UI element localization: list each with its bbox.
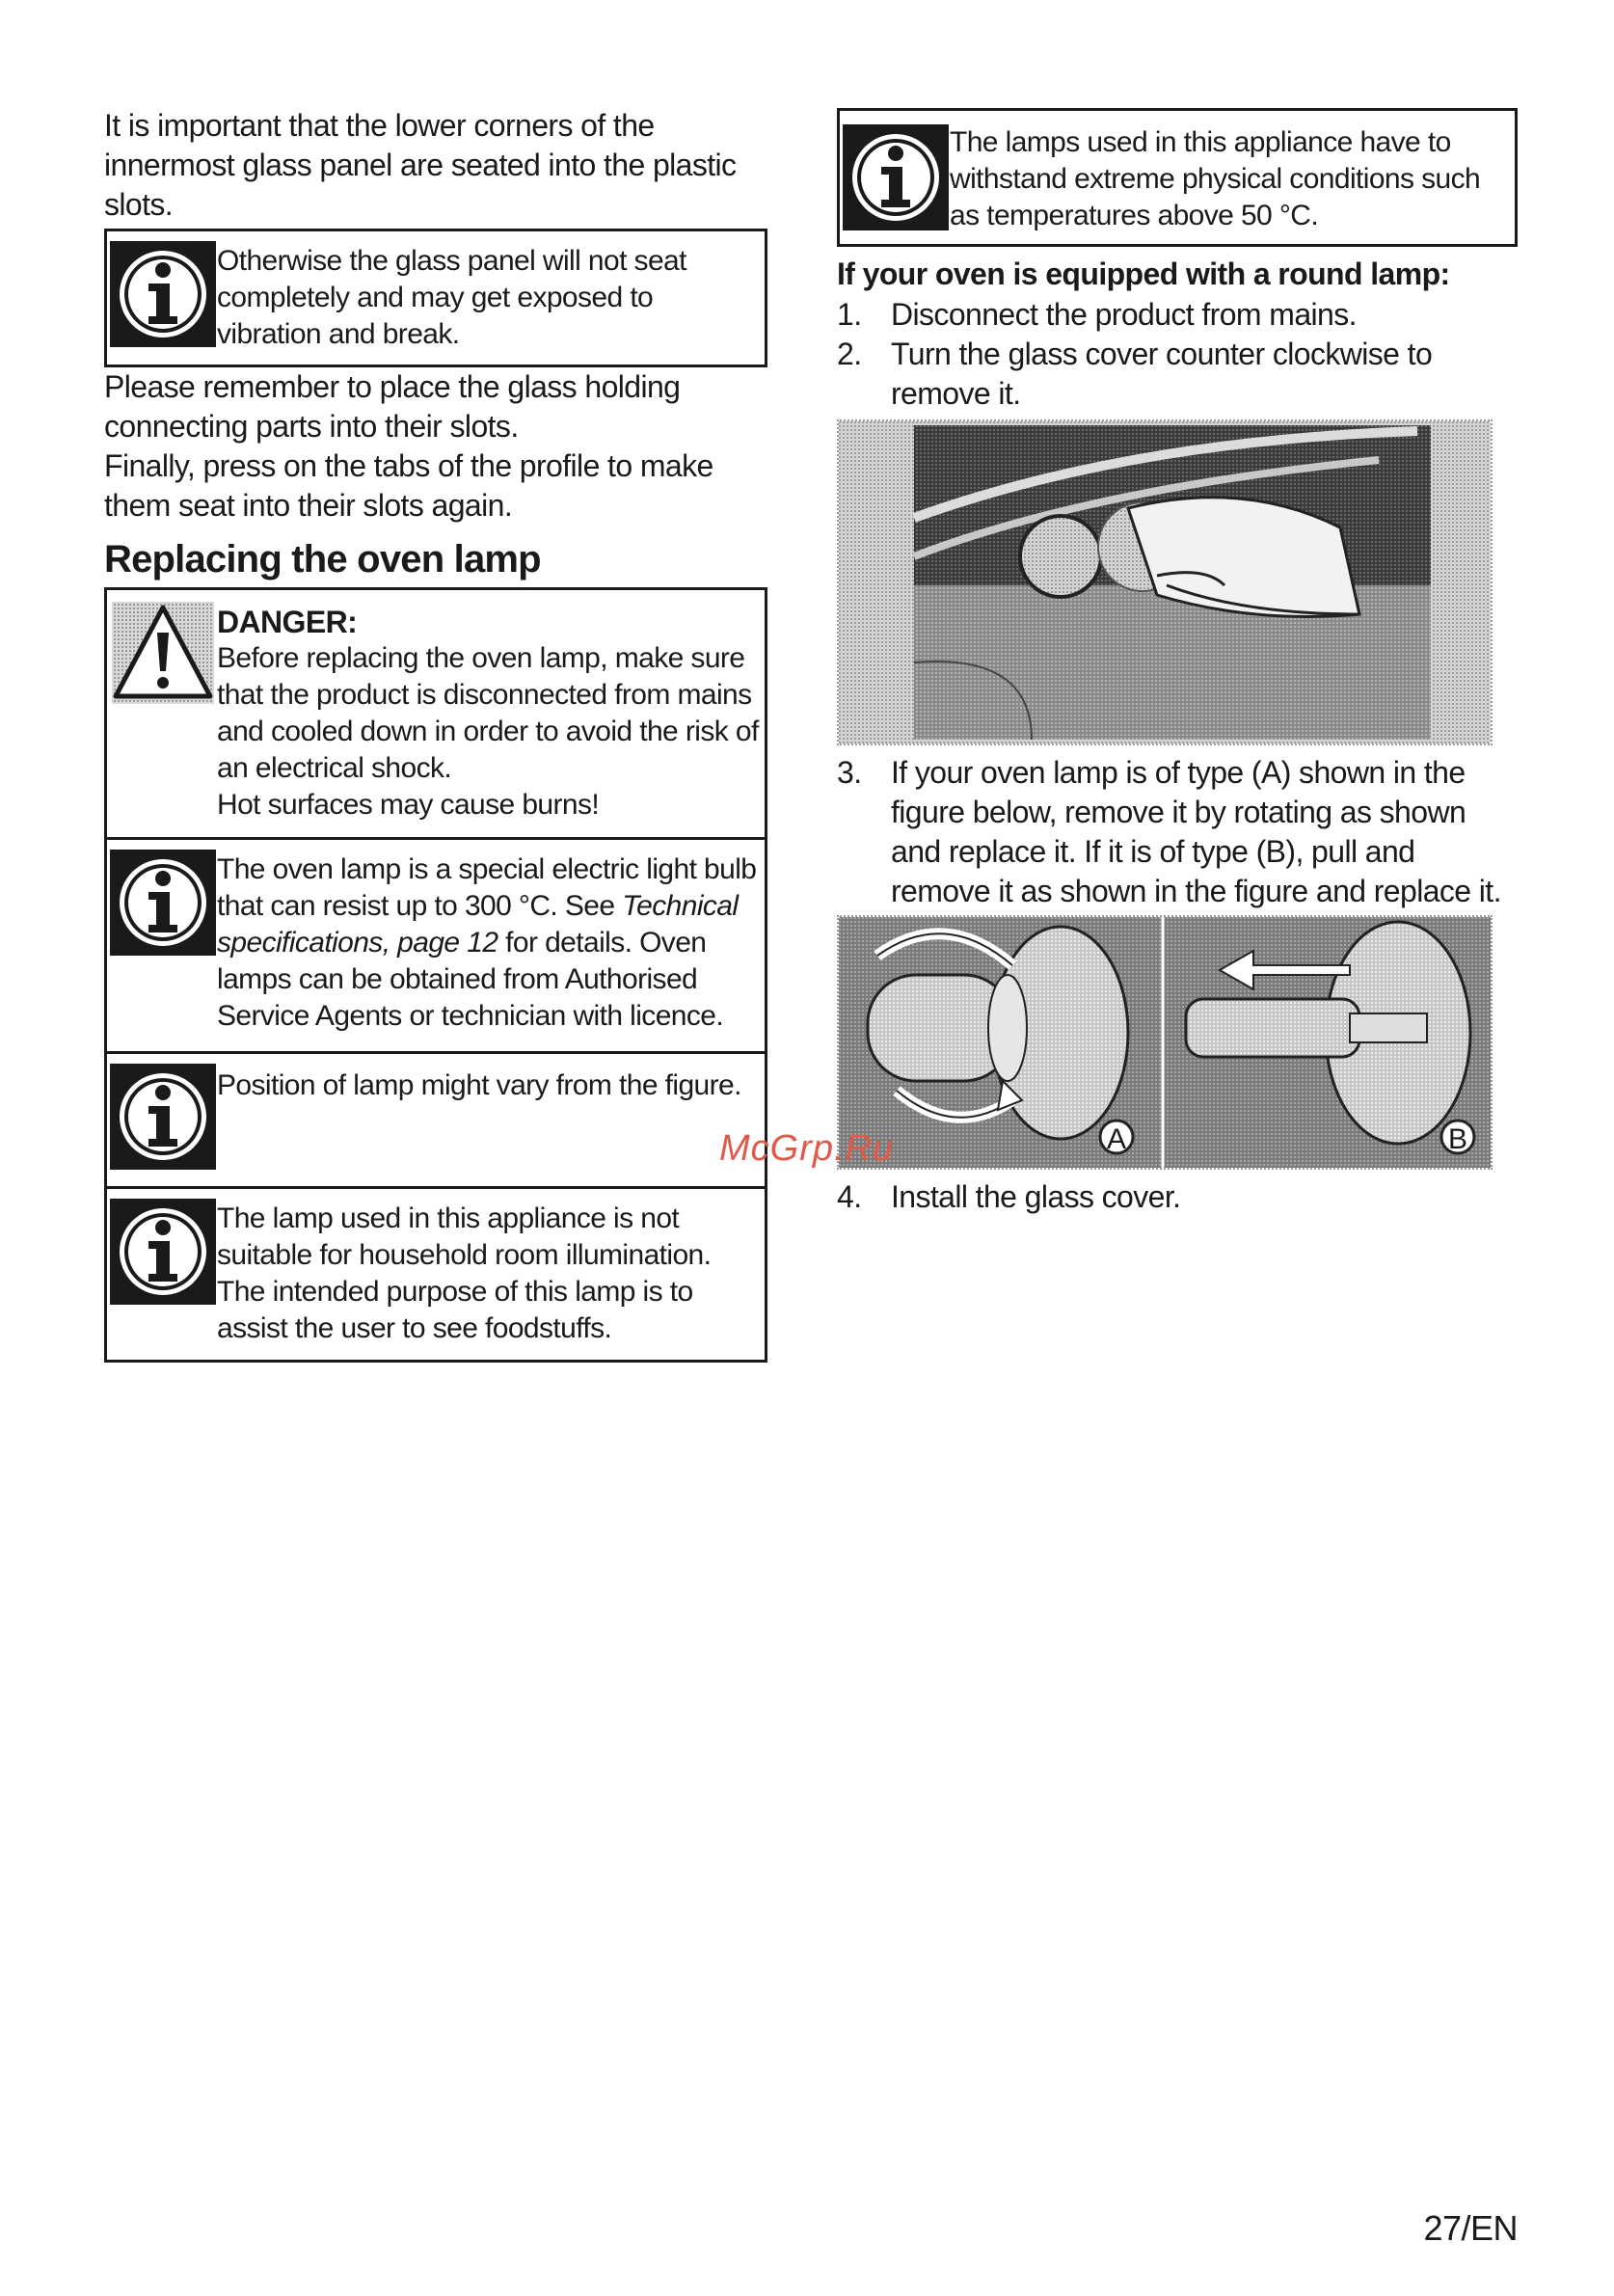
info-icon [110, 241, 216, 347]
intro-paragraph: It is important that the lower corners of the innermost glass panel are seated into the plastic slots. [104, 108, 737, 222]
step-1 [837, 295, 1518, 335]
danger-hot-surfaces: Hot surfaces may cause burns! [217, 789, 600, 821]
step-4 [837, 1177, 1518, 1217]
watermark: McGrp.Ru [719, 1128, 895, 1169]
label-b: B [1447, 1123, 1468, 1155]
danger-text [217, 590, 765, 831]
right-column [837, 108, 1518, 1217]
note-text: Position of lamp might vary from the figure. [217, 1069, 741, 1101]
replacement-steps [837, 295, 1518, 414]
page-number: 27/EN [1423, 2208, 1518, 2248]
info-icon [110, 1199, 216, 1305]
lamp-types-figure [837, 915, 1493, 1170]
danger-title: DANGER: [217, 605, 358, 639]
step-number: 4. [837, 1179, 862, 1214]
note-text: The lamps used in this appliance have to withstand extreme physical conditions such as temperatures above 50 °C. [950, 126, 1481, 231]
step-number: 2. [837, 337, 862, 371]
press-tabs-paragraph: Finally, press on the tabs of the profile to make them seat into their slots again. [104, 448, 713, 523]
danger-body: Before replacing the oven lamp, make sure that the product is disconnected from mains and cooled down in order to avoid the risk of an electrical shock. [217, 642, 759, 784]
lamp-types-illustration [839, 917, 1491, 1168]
step-text: If your oven lamp is of type (A) shown in the figure below, remove it by rotating as shown and replace it. If it is of type (B), pull and remove it as shown in the figure and replace it. [891, 755, 1501, 908]
info-icon [110, 850, 216, 956]
note-text: Otherwise the glass panel will not seat completely and may get exposed to vibration and break. [217, 245, 686, 350]
glass-cover-illustration [839, 421, 1491, 743]
section-title: Replacing the oven lamp [104, 538, 541, 581]
step-number: 3. [837, 755, 862, 790]
glass-holding-paragraph: Please remember to place the glass holding connecting parts into their slots. [104, 369, 681, 444]
info-icon [843, 124, 949, 230]
step-text: Install the glass cover. [891, 1179, 1181, 1214]
replacement-steps-final [837, 1177, 1518, 1217]
info-note-lamp-position [104, 1054, 767, 1189]
info-icon [110, 1064, 216, 1170]
info-note-lamp-purpose [104, 1189, 767, 1363]
step-text: Disconnect the product from mains. [891, 297, 1357, 332]
step-2 [837, 335, 1518, 414]
step-number: 1. [837, 297, 862, 332]
note-text-before: The oven lamp is a special electric light bulb that can resist up to 300 °C. See [217, 853, 757, 922]
danger-note [104, 587, 767, 840]
info-note-glass-panel [104, 229, 767, 367]
note-text [217, 840, 765, 1042]
note-text: The lamp used in this appliance is not suitable for household room illumination. The intended purpose of this lamp is to assist the user to see foodstuffs. [217, 1202, 712, 1344]
step-text: Turn the glass cover counter clockwise to remove it. [891, 337, 1433, 411]
note-text-after: for details. Oven lamps can be obtained from Authorised Service Agents or technician with licence. [217, 927, 724, 1032]
replacement-steps-continued [837, 753, 1518, 911]
info-note-special-bulb [104, 840, 767, 1054]
info-note-extreme-conditions [837, 108, 1518, 247]
step-3 [837, 753, 1518, 911]
label-a: A [1106, 1123, 1127, 1155]
left-column [104, 106, 767, 1363]
round-lamp-heading: If your oven is equipped with a round lamp: [837, 257, 1450, 291]
warning-triangle-icon [110, 600, 216, 706]
glass-cover-figure [837, 419, 1493, 745]
technical-specifications-link[interactable]: Technical specifications, page 12 [217, 890, 739, 959]
